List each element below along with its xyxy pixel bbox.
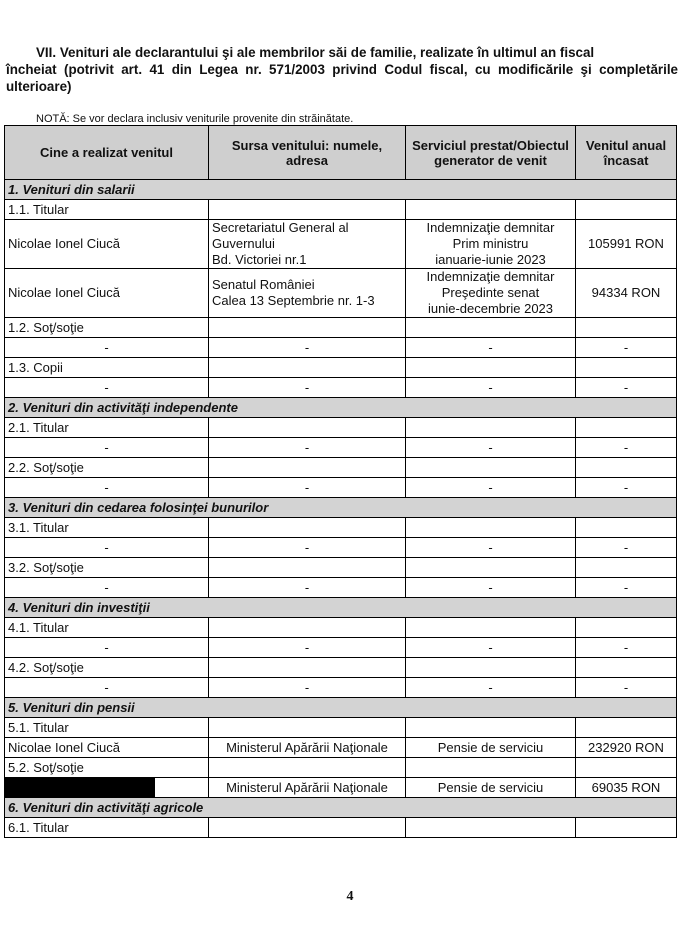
note-text: NOTĂ: Se vor declara inclusiv veniturile provenite din străinătate. (36, 113, 354, 125)
service-cell: Indemnizaţie demnitar Prim ministru ianuarie-iunie 2023 (406, 220, 576, 269)
subsection-row: 4.1. Titular (5, 618, 677, 638)
table-header-row (5, 126, 677, 180)
header-service: Serviciul prestat/Obiectul generator de venit (406, 126, 576, 180)
section-row: 6. Venituri din activităţi agricole (5, 798, 677, 818)
page-number: 4 (346, 889, 354, 904)
header-who: Cine a realizat venitul (5, 126, 209, 180)
table-row: - - - - (5, 538, 677, 558)
subsection-row: 1.1. Titular (5, 200, 677, 220)
source-cell: Secretariatul General al Guvernului Bd. Victoriei nr.1 (209, 220, 406, 269)
heading-line-2: încheiat (potrivit art. 41 din Legea nr. 571/2003 privind Codul fiscal, cu modificările şi completările ulterioare) (6, 62, 678, 94)
table-row: - - - - (5, 478, 677, 498)
income-cell: 94334 RON (576, 269, 677, 318)
table-row: - - - - (5, 338, 677, 358)
subsection-row: 3.1. Titular (5, 518, 677, 538)
subsection-row: 2.1. Titular (5, 418, 677, 438)
subsection-row: 2.2. Soţ/soţie (5, 458, 677, 478)
table-row: - - - - (5, 438, 677, 458)
income-table (4, 125, 677, 838)
table-row: - - - - (5, 678, 677, 698)
subsection-row: 1.2. Soţ/soţie (5, 318, 677, 338)
income-cell: 105991 RON (576, 220, 677, 269)
table-row: - - - - (5, 638, 677, 658)
subsection-row: 5.1. Titular (5, 718, 677, 738)
section-row: 2. Venituri din activităţi independente (5, 398, 677, 418)
subsection-row: 4.2. Soţ/soţie (5, 658, 677, 678)
table-row: Ministerul Apărării Naţionale Pensie de serviciu 69035 RON (5, 778, 677, 798)
subsection-row: 6.1. Titular (5, 818, 677, 838)
section-row: 3. Venituri din cedarea folosinţei bunurilor (5, 498, 677, 518)
table-row: Nicolae Ionel Ciucă Secretariatul General al Guvernului Bd. Victoriei nr.1 Indemnizaţie demnitar Prim ministru ianuarie-iunie 2023 105991 RON (5, 220, 677, 269)
redaction-block (5, 778, 155, 797)
section-heading (6, 44, 678, 95)
source-cell: Senatul României Calea 13 Septembrie nr. 1-3 (209, 269, 406, 318)
section-row: 1. Venituri din salarii (5, 180, 677, 200)
subsection-row: 5.2. Soţ/soţie (5, 758, 677, 778)
heading-line-1: VII. Venituri ale declarantului şi ale membrilor săi de familie, realizate în ultimul an fiscal (36, 45, 595, 60)
subsection-row: 3.2. Soţ/soţie (5, 558, 677, 578)
table-row: - - - - (5, 378, 677, 398)
header-source: Sursa venitului: numele, adresa (209, 126, 406, 180)
redacted-cell (5, 778, 209, 798)
service-cell: Indemnizaţie demnitar Preşedinte senat iunie-decembrie 2023 (406, 269, 576, 318)
table-row: Nicolae Ionel Ciucă Senatul României Calea 13 Septembrie nr. 1-3 Indemnizaţie demnitar Preşedinte senat iunie-decembrie 2023 94334 RON (5, 269, 677, 318)
section-row: 5. Venituri din pensii (5, 698, 677, 718)
subsection-row: 1.3. Copii (5, 358, 677, 378)
section-row: 4. Venituri din investiţii (5, 598, 677, 618)
table-row: Nicolae Ionel Ciucă Ministerul Apărării Naţionale Pensie de serviciu 232920 RON (5, 738, 677, 758)
header-income: Venitul anual încasat (576, 126, 677, 180)
table-row: - - - - (5, 578, 677, 598)
